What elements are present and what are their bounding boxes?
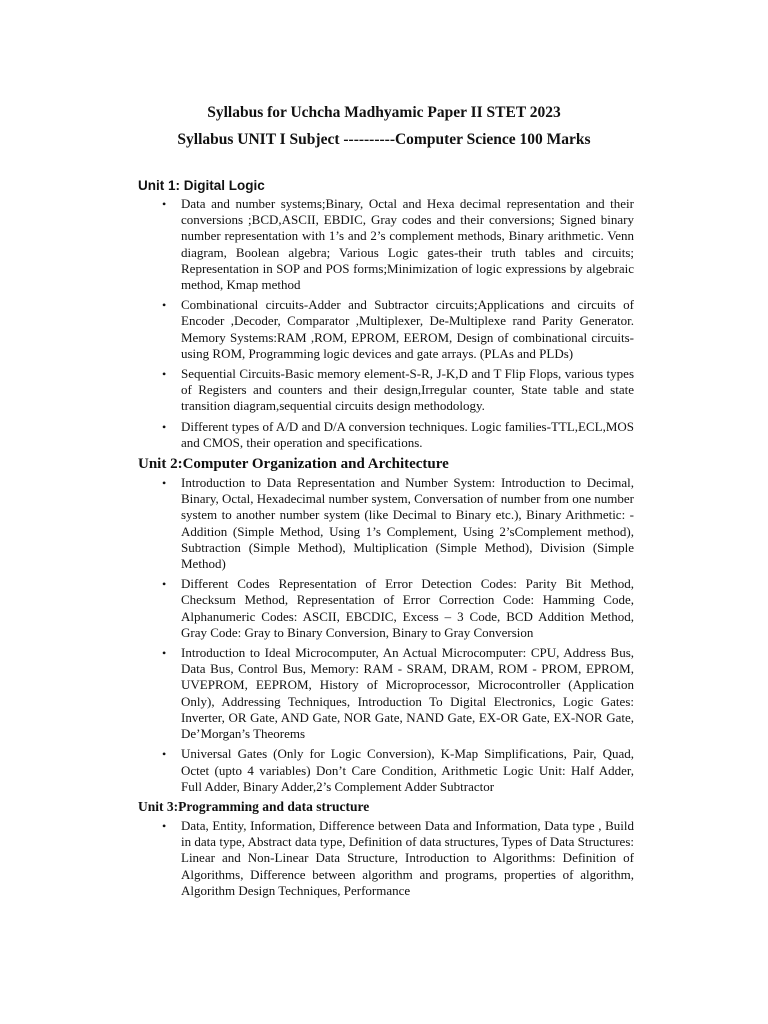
bullet-icon: •	[162, 747, 167, 762]
list-item-text: Different Codes Representation of Error Detection Codes: Parity Bit Method, Checksum Method, Representation of Error Correction Code: Hamming Code, Alphanumeric Codes: ASCII, EBCDIC, Excess – 3 Code, BCD Addition Method, Gray Code: Gray to Binary Conversion, Binary to Gray Conversion	[181, 576, 634, 640]
unit-2-list	[138, 475, 634, 795]
list-item	[138, 818, 634, 899]
list-item	[138, 576, 634, 641]
unit-3-heading: Unit 3:Programming and data structure	[138, 798, 370, 814]
document-title: Syllabus for Uchcha Madhyamic Paper II STET 2023	[207, 104, 561, 121]
bullet-icon: •	[162, 646, 167, 661]
unit-1-list	[138, 196, 634, 451]
list-item	[138, 645, 634, 742]
list-item	[138, 196, 634, 293]
unit-2-heading: Unit 2:Computer Organization and Architecture	[138, 456, 449, 473]
list-item-text: Different types of A/D and D/A conversion techniques. Logic families-TTL,ECL,MOS and CMOS, their operation and specifications.	[181, 418, 634, 450]
document-subtitle: Syllabus UNIT I Subject ----------Computer Science 100 Marks	[177, 131, 591, 148]
bullet-icon: •	[162, 476, 167, 491]
list-item	[138, 475, 634, 572]
bullet-icon: •	[162, 577, 167, 592]
bullet-icon: •	[162, 367, 167, 382]
list-item	[138, 297, 634, 362]
bullet-icon: •	[162, 419, 167, 434]
list-item	[138, 419, 634, 451]
syllabus-content	[138, 177, 634, 903]
list-item-text: Data, Entity, Information, Difference between Data and Information, Data type , Build in data type, Abstract data type, Definition of data structures, Types of Data Structures: Linear and Non-Linear Data Structure, Introduction to Algorithms: Definition of Algorithms, Difference between algorithm and programs, properties of algorithm, Algorithm Design Techniques, Performance	[181, 817, 634, 898]
list-item	[138, 746, 634, 795]
list-item-text: Sequential Circuits-Basic memory element-S-R, J-K,D and T Flip Flops, various types of Registers and counters and their design,Irregular counter, State table and state transition diagram,sequential circuits design methodology.	[181, 366, 634, 414]
unit-1-heading: Unit 1: Digital Logic	[138, 178, 265, 193]
list-item-text: Data and number systems;Binary, Octal and Hexa decimal representation and their conversions ;BCD,ASCII, EBDIC, Gray codes and their conversions; Signed binary number representation with 1’s and 2’s complement methods, Binary arithmetic. Venn diagram, Boolean algebra; Various Logic gates-their truth tables and circuits; Representation in SOP and POS forms;Minimization of logic expressions by algebraic method, Kmap method	[181, 196, 634, 293]
list-item-text: Combinational circuits-Adder and Subtractor circuits;Applications and circuits of Encoder ,Decoder, Comparator ,Multiplexer, De-Multiplexe rand Parity Generator. Memory Systems:RAM ,ROM, EPROM, EEROM, Design of combinational circuits-using ROM, Programming logic devices and gate arrays. (PLAs and PLDs)	[181, 297, 634, 361]
bullet-icon: •	[162, 298, 167, 313]
unit-3-list	[138, 818, 634, 899]
list-item-text: Introduction to Ideal Microcomputer, An Actual Microcomputer: CPU, Address Bus, Data Bus, Control Bus, Memory: RAM - SRAM, DRAM, ROM - PROM, EPROM, UVEPROM, EEPROM, History of Microprocessor, Microcontroller (Application Only), Addressing Techniques, Introduction To Digital Electronics, Logic Gates: Inverter, OR Gate, AND Gate, NOR Gate, NAND Gate, EX-OR Gate, EX-NOR Gate, De’Morgan’s Theorems	[181, 645, 634, 742]
bullet-icon: •	[162, 197, 167, 211]
list-item-text: Universal Gates (Only for Logic Conversion), K-Map Simplifications, Pair, Quad, Octet (upto 4 variables) Don’t Care Condition, Arithmetic Logic Unit: Half Adder, Full Adder, Binary Adder,2’s Complement Adder Subtractor	[181, 746, 634, 794]
list-item	[138, 366, 634, 415]
bullet-icon: •	[162, 818, 167, 833]
list-item-text: Introduction to Data Representation and Number System: Introduction to Decimal, Binary, Octal, Hexadecimal number system, Conversation of number from one number system to another number system (like Decimal to Binary etc.), Binary Arithmetic: - Addition (Simple Method, Using 1’s Complement, Using 2’sComplement method), Subtraction (Simple Method), Multiplication (Simple Method), Division (Simple Method)	[181, 475, 634, 572]
